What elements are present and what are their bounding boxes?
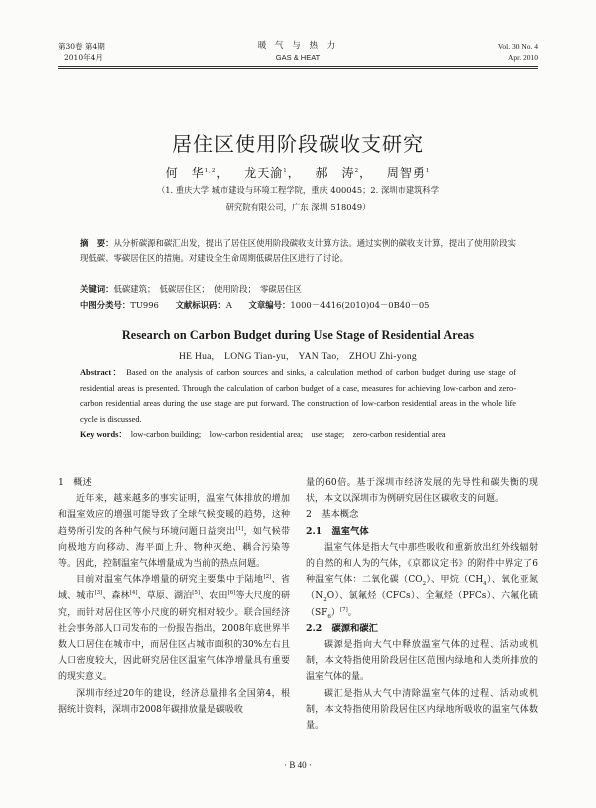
abstract-en-label: Abstract： [80,368,123,377]
keywords-en-label: Key words： [80,430,127,439]
authors-cn [0,164,596,181]
page-number: · B 40 · [284,760,312,770]
intro-paragraph-3-cont: 量的60倍。基于深圳市经济发展的先导性和碳失衡的现状，本文以深圳市为例研究居住区碳收支的问题。 [306,478,538,505]
journal-name-en: GAS & HEAT [275,53,321,62]
doc-code-label: 文献标识码： [175,300,226,310]
right-column [306,475,538,734]
author-4: 周智勇$^1$ [386,166,431,180]
article-no-value: 1000－4416(2010)04－0B40－05 [290,300,430,310]
header-rule-bottom [58,68,538,69]
intro-paragraph-2: 目前对温室气体净增量的研究主要集中于陆地[2]、省域、城市[3]、森林[4]、草原、湖泊[5]、农田[6]等大尺度的研究，而针对居住区等小尺度的研究相对较少。联合国经济社会事务部人口司发布的一份报告指出，2008年底世界半数人口居住在城市中，而居住区占城市面积的30%左右且人口密度较大，因此研究居住区温室气体净增量具有重要的现实意义。 [58,574,290,683]
author-3: 郝 涛$^2$， [315,166,373,180]
carbon-sink-paragraph: 碳汇是指从大气中清除温室气体的过程、活动或机制，本文特指使用阶段居住区内绿地所吸收的温室气体数量。 [306,688,538,732]
ghg-paragraph: 温室气体是指大气中那些吸收和重新放出红外线辐射的自然的和人为的气体，《京都议定书》的附件中界定了6种温室气体：二氧化碳$(CO_2)$、甲烷$(CH_4)$、氧化亚氮$(N_2O)$、氯氟烃（CFCs）、全氟烃（PFCs）、六氟化硫$(SF_6)[7]$。 [306,542,538,620]
keywords-en-text: low-carbon building; low-carbon residential area; use stage; zero-carbon residential area [130,430,446,439]
paper-title-cn: 居住区使用阶段碳收支研究 [172,132,424,156]
abstract-cn-text: 从分析碳源和碳汇出发，提出了居住区使用阶段碳收支计算方法。通过实例的碳收支计算，提出了使用阶段实现低碳、零碳居住区的措施。对建设全生命周期低碳居住区进行了讨论。 [80,238,517,263]
affiliations-cn [80,182,516,216]
doc-code-value: A [225,300,232,310]
abstract-cn-label: 摘 要： [80,238,114,248]
date-cn: 2010年4月 [64,53,103,62]
keywords-en [80,427,516,443]
section-2-heading: 2 基本概念 [306,509,359,521]
affiliation-line-2: 研究院有限公司，广东 深圳 518049） [225,202,371,212]
author-1: 何 华$^{1,2}$， [165,166,230,180]
section-2-2-heading: 2.2 碳源和碳汇 [306,622,378,634]
abstract-en-text: Based on the analysis of carbon sources and sinks, a calculation method of carbon budget during use stage of residential areas is presented. Through the calculation of carbon budget of a case, measures for achieving low-carbon and zero-carbon residential areas during the use stage are put forward. The construction of low-carbon residential areas in the whole life cycle is discussed. [80,368,516,424]
paper-title-en: Research on Carbon Budget during Use Stage of Residential Areas [121,328,475,342]
date-en: Apr. 2010 [508,53,538,62]
abstract-cn [80,236,516,266]
author-2: 龙天渝$^1$， [244,166,301,180]
volume-cn: 第30卷 第4期 [58,42,105,51]
left-column [58,475,290,718]
intro-paragraph-3: 深圳市经过20年的建设，经济总量排名全国第4，根据统计资料，深圳市2008年碳排放量是碳吸收 [58,688,290,715]
classification-line [80,298,516,313]
intro-paragraph-1: 近年来，越来越多的事实证明，温室气体排放的增加和温室效应的增强可能导致了全球气候变暖的趋势，这种趋势所引发的各种气候与环境问题日益突出[1]，如气候带向极地方向移动、海平面上升、物种灭绝、耦合污染等等。因此，控制温室气体增量成为当前的热点问题。 [58,494,290,570]
volume-en: Vol. 30 No. 4 [497,42,538,51]
keywords-cn [80,282,516,297]
section-1-heading: 1 概述 [58,477,92,488]
clc-label: 中图分类号： [80,300,131,310]
article-no-label: 文章编号： [248,300,291,310]
abstract-en [80,365,516,427]
journal-name-cn: 暖 气 与 热 力 [257,41,339,51]
header-right [498,41,538,63]
header-rule-top [58,66,538,67]
keywords-cn-text: 低碳建筑； 低碳居住区； 使用阶段； 零碳居住区 [113,284,302,294]
authors-en: HE Hua, LONG Tian-yu, YAN Tao, ZHOU Zhi-yong [179,352,417,362]
clc-value: TU996 [130,300,159,310]
section-2-1-heading: 2.1 温室气体 [306,525,369,537]
keywords-cn-label: 关键词： [80,284,114,294]
carbon-source-paragraph: 碳源是指向大气中释放温室气体的过程、活动或机制，本文特指使用阶段居住区范围内绿地和人类所排放的温室气体的量。 [306,640,538,683]
affiliation-line-1: （1. 重庆大学 城市建设与环境工程学院，重庆 400045；2. 深圳市建筑科学 [156,185,440,195]
